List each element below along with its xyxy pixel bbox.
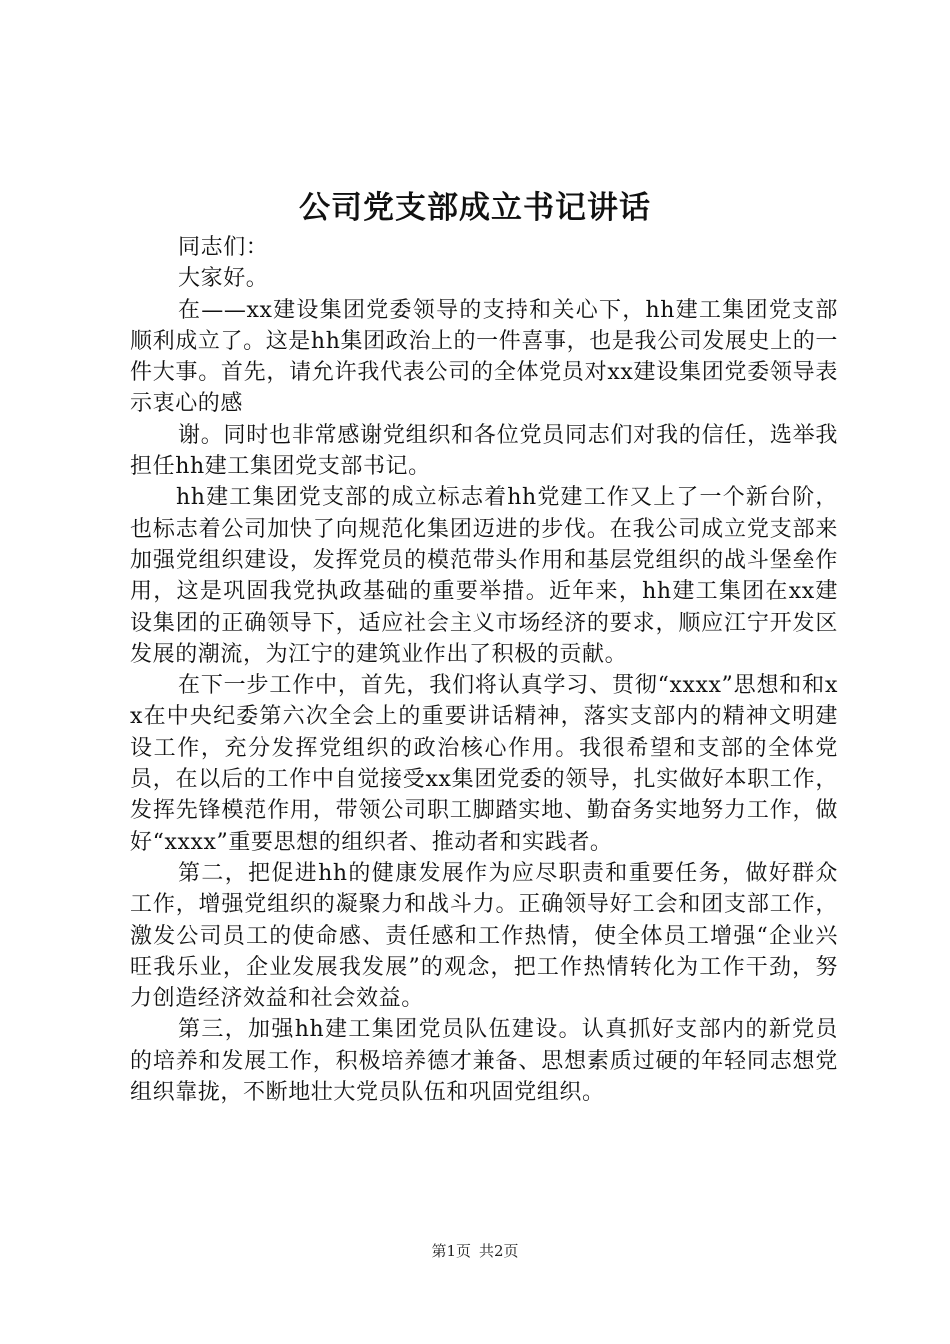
paragraph-next-steps: 在下一步工作中，首先，我们将认真学习、贯彻“xxxx”思想和和xx在中央纪委第六次全会上的重要讲话精神，落实支部内的精神文明建设工作，充分发挥党组织的政治核心作用。我很希望和支部的全体党员，在以后的工作中自觉接受xx集团党委的领导，扎实做好本职工作，发挥先锋模范作用，带领公司职工脚踏实地、勤奋务实地努力工作，做好“xxxx”重要思想的组织者、推动者和实践者。 [130,673,838,855]
page-total: 共2页 [479,1242,519,1260]
paragraph-intro: 在——xx建设集团党委领导的支持和关心下，hh建工集团党支部顺利成立了。这是hh集团政治上的一件喜事，也是我公司发展史上的一件大事。首先，请允许我代表公司的全体党员对xx建设集团党委领导表示衷心的感 [130,297,838,417]
page-footer [0,1241,950,1261]
paragraph-significance: hh建工集团党支部的成立标志着hh党建工作又上了一个新台阶，也标志着公司加快了向规范化集团迈进的步伐。在我公司成立党支部来加强党组织建设，发挥党员的模范带头作用和基层党组织的战斗堡垒作用，这是巩固我党执政基础的重要举措。近年来，hh建工集团在xx建设集团的正确领导下，适应社会主义市场经济的要求，顺应江宁开发区发展的潮流，为江宁的建筑业作出了积极的贡献。 [130,485,838,667]
page-number: 第1页 [431,1242,471,1260]
paragraph-greeting: 同志们： [178,235,269,260]
document-body [130,232,838,1108]
paragraph-second: 第二，把促进hh的健康发展作为应尽职责和重要任务，做好群众工作，增强党组织的凝聚力和战斗力。正确领导好工会和团支部工作，激发公司员工的使命感、责任感和工作热情，使全体员工增强“企业兴旺我乐业，企业发展我发展”的观念，把工作热情转化为工作干劲，努力创造经济效益和社会效益。 [130,860,838,1012]
paragraph-salutation: 大家好。 [178,266,269,292]
paragraph-third: 第三，加强hh建工集团党员队伍建设。认真抓好支部内的新党员的培养和发展工作，积极培养德才兼备、思想素质过硬的年轻同志想党组织靠拢，不断地壮大党员队伍和巩固党组织。 [130,1017,838,1106]
paragraph-thanks: 谢。同时也非常感谢党组织和各位党员同志们对我的信任，选举我担任hh建工集团党支部书记。 [130,422,838,480]
document-title: 公司党支部成立书记讲话 [299,190,651,226]
